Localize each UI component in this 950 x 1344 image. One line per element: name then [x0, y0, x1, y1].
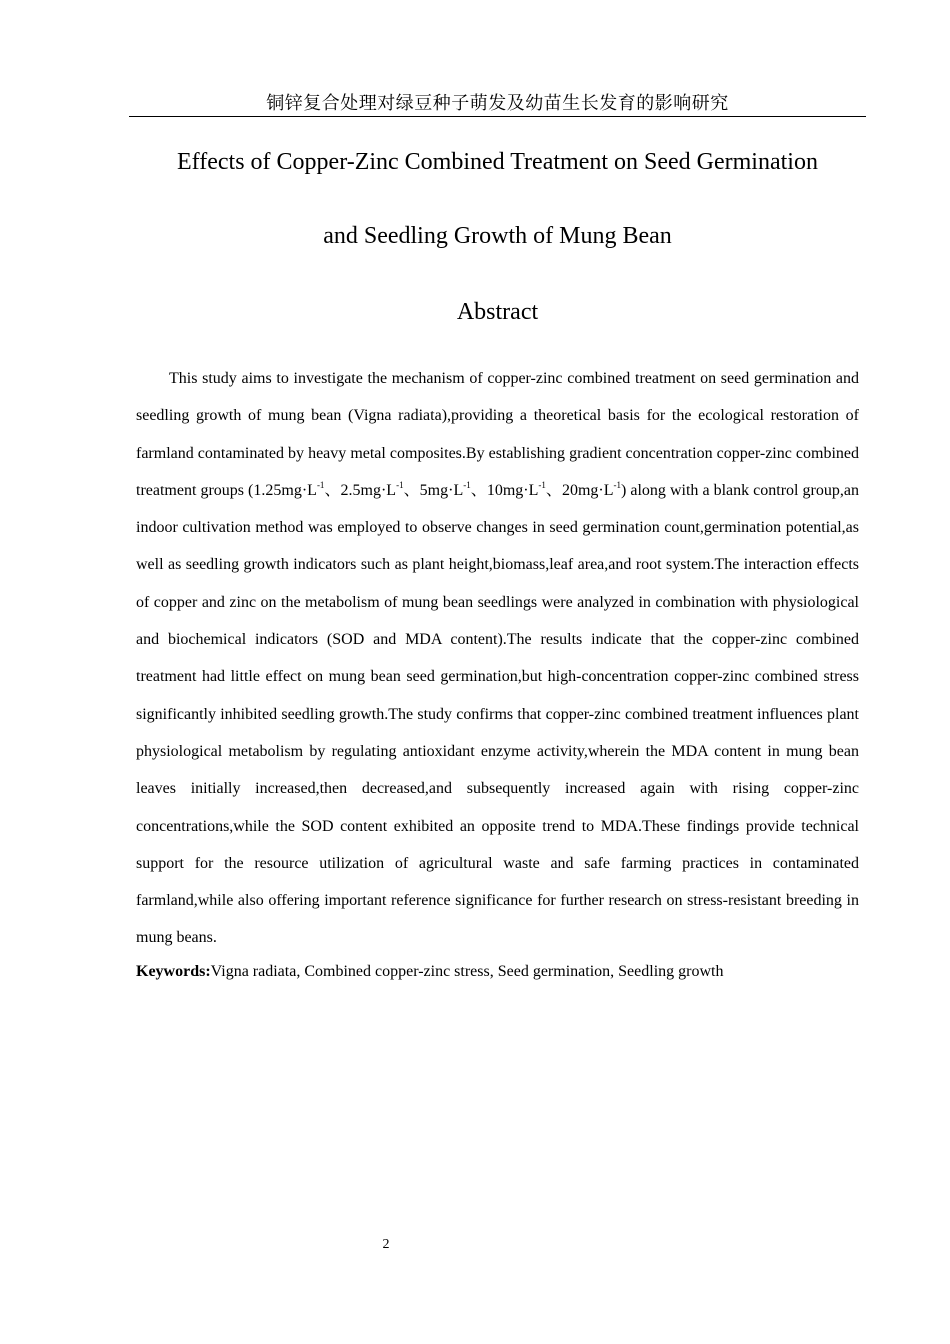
abstract-text-part-1: This study aims to investigate the mechanism of copper-zinc combined treatment on seed germination and seedling growth of mung bean (Vigna radiata),providing a theoretical basis for the ecological restoration of farmland contaminated by heavy metal composites.By establishing gradient concentration copper-zinc combined treatment groups ( — [136, 370, 859, 499]
keywords-line — [136, 960, 859, 984]
abstract-text-part-2: ) along with a blank control group,an indoor cultivation method was employed to observe changes in seed germination count,germination potential,as well as seedling growth indicators such as plant height,biomass,leaf area,and root system.The interaction effects of copper and zinc on the metabolism of mung bean seedlings were analyzed in combination with physiological and biochemical indicators (SOD and MDA content).The results indicate that the copper-zinc combined treatment had little effect on mung bean seed germination,but high-concentration copper-zinc combined stress significantly inhibited seedling growth.The study confirms that copper-zinc combined treatment influences plant physiological metabolism by regulating antioxidant enzyme activity,wherein the MDA content in mung bean leaves initially increased,then decreased,and subsequently increased again with rising copper-zinc concentrations,while the SOD content exhibited an opposite trend to MDA.These findings provide technical support for the resource utilization of agricultural waste and safe farming practices in contaminated farmland,while also offering important reference significance for further research on stress-resistant breeding in mung beans. — [136, 481, 859, 947]
concentration-5-exponent: -1 — [613, 479, 621, 490]
separator-2: 、 — [403, 481, 420, 499]
concentration-4-exponent: -1 — [538, 479, 546, 490]
keywords-values: Vigna radiata, Combined copper-zinc stress, Seed germination, Seedling growth — [210, 963, 724, 980]
concentration-1-exponent: -1 — [316, 479, 325, 490]
running-header: 铜锌复合处理对绿豆种子萌发及幼苗生长发育的影响研究 — [129, 92, 866, 117]
concentration-4: 10mg·L — [486, 481, 539, 499]
concentration-3-exponent: -1 — [463, 479, 471, 490]
separator-3: 、 — [470, 481, 487, 499]
separator-4: 、 — [545, 481, 562, 499]
keywords-label: Keywords: — [136, 963, 211, 980]
paper-title-line-1: Effects of Copper-Zinc Combined Treatment on Seed Germination — [177, 149, 818, 175]
abstract-heading: Abstract — [456, 299, 539, 325]
concentration-5: 20mg·L — [561, 481, 614, 499]
paper-title-line-2: and Seedling Growth of Mung Bean — [323, 223, 672, 249]
concentration-3: 5mg·L — [419, 481, 464, 499]
concentration-2-exponent: -1 — [396, 479, 404, 490]
page-number: 2 — [382, 1237, 390, 1252]
separator-1: 、 — [324, 481, 341, 499]
abstract-body — [136, 360, 859, 957]
concentration-2: 2.5mg·L — [340, 481, 397, 499]
concentration-1: 1.25mg·L — [253, 481, 317, 499]
